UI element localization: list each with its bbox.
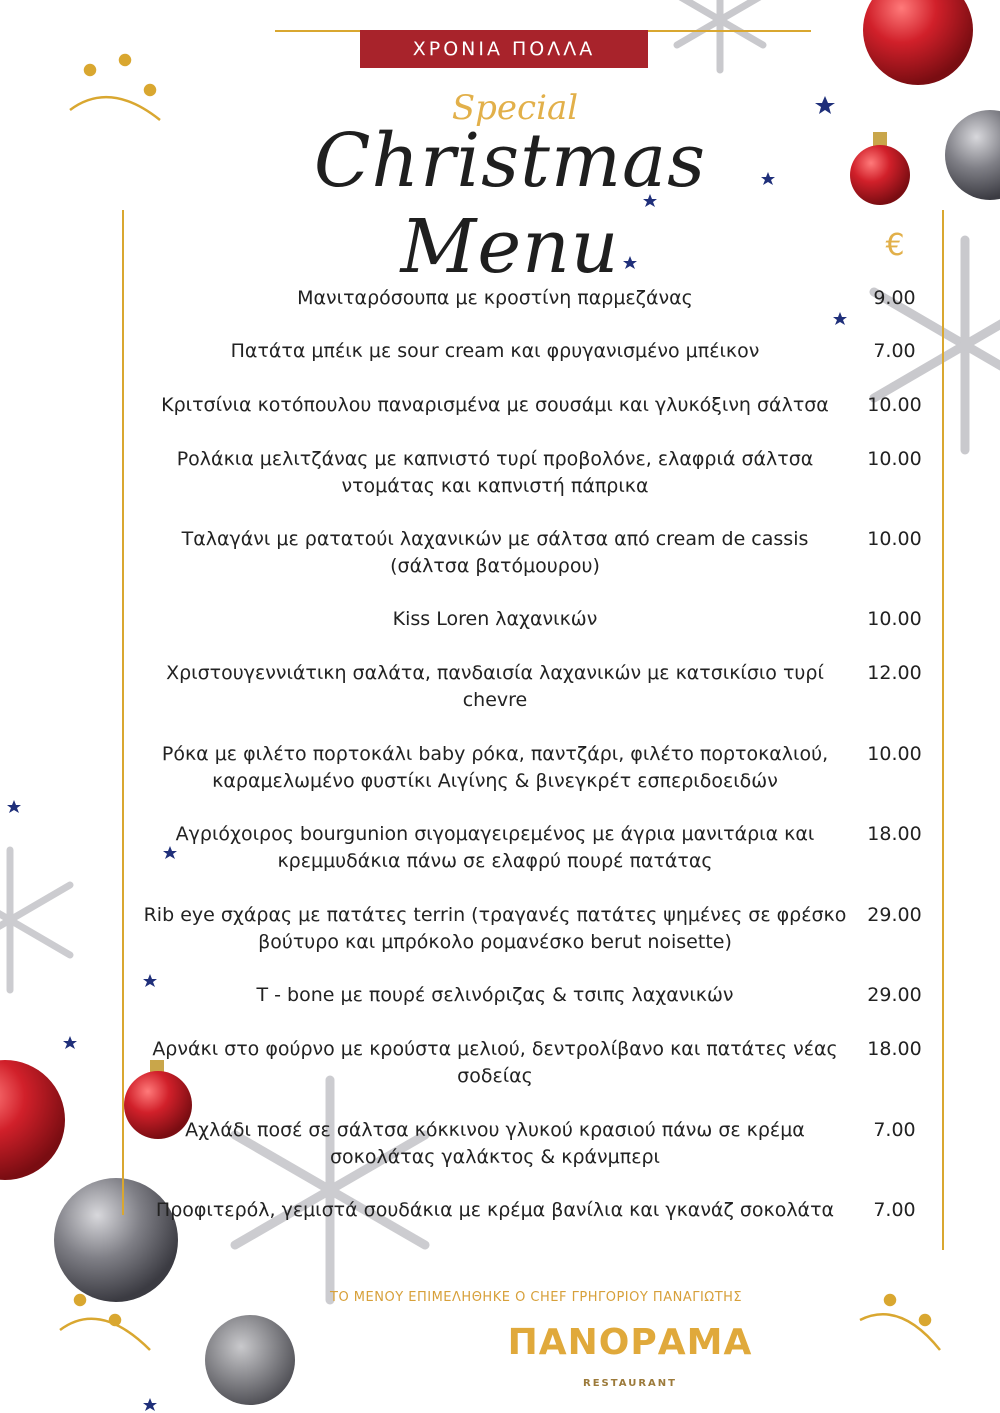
menu-item-description: Προφιτερόλ, γεμιστά σουδάκια με κρέμα βανίλια και γκανάζ σοκολάτα [155, 1199, 835, 1221]
menu-item [140, 526, 940, 586]
menu-item-description: Μανιταρόσουπα με κροστίνη παρμεζάνας [297, 287, 693, 309]
menu-item [140, 338, 940, 398]
restaurant-logo-name: ΠΑΝΟΡΑΜΑ [507, 1322, 753, 1363]
menu-item-price: 9.00 [873, 287, 916, 309]
menu-item-price: 18.00 [867, 1038, 922, 1060]
menu-item-description: Χριστουγεννιάτικη σαλάτα, πανδαισία λαχανικών με κατσικίσιο τυρί chevre [166, 662, 824, 711]
christmas-ornament-icon [945, 110, 1000, 200]
menu-item [140, 902, 940, 962]
menu-item [140, 392, 940, 452]
menu-item [140, 606, 940, 666]
menu-item-price: 10.00 [867, 608, 922, 630]
gold-branch-icon [60, 1295, 150, 1350]
menu-item-description: Κριτσίνια κοτόπουλου παναρισμένα με σουσάμι και γλυκόξινη σάλτσα [161, 394, 829, 416]
menu-item-description: Ρολάκια μελιτζάνας με καπνιστό τυρί προβολόνε, ελαφριά σάλτσα ντομάτας και καπνιστή πάπρικα [176, 448, 814, 497]
menu-item-price: 12.00 [867, 662, 922, 684]
menu-item-price: 29.00 [867, 984, 922, 1006]
menu-item-price: 18.00 [867, 823, 922, 845]
menu-item [140, 821, 940, 881]
menu-item-description: Αρνάκι στο φούρνο με κρούστα μελιού, δεντρολίβανο και πατάτες νέας σοδείας [152, 1038, 838, 1087]
frame-left-line [122, 210, 124, 1215]
menu-item-price: 7.00 [873, 1119, 916, 1141]
chef-credit: ΤΟ ΜΕΝΟΥ ΕΠΙΜΕΛΗΘΗΚΕ Ο CHEF ΓΡΗΓΟΡΙΟΥ ΠΑΝΑΓΙΩΤΗΣ [330, 1290, 743, 1305]
menu-item [140, 1197, 940, 1257]
menu-item-description: Ρόκα με φιλέτο πορτοκάλι baby ρόκα, παντζάρι, φιλέτο πορτοκαλιού, καραμελωμένο φυστίκι Αιγίνης & βινεγκρέτ εσπεριδοειδών [161, 743, 829, 792]
christmas-ornament-icon [850, 132, 910, 205]
menu-item-description: T - bone με πουρέ σελινόριζας & τσιπς λαχανικών [256, 984, 734, 1006]
snowflake-icon [677, 0, 763, 70]
menu-item [140, 741, 940, 801]
frame-right-line [942, 210, 944, 1250]
special-label: Special [451, 88, 579, 128]
menu-item [140, 982, 940, 1042]
menu-item-price: 7.00 [873, 1199, 916, 1221]
menu-item-description: Rib eye σχάρας με πατάτες terrin (τραγανές πατάτες ψημένες σε φρέσκο βούτυρο και μπρόκολο ρομανέσκο berut noisette) [143, 904, 847, 953]
currency-symbol: € [885, 228, 905, 263]
greeting-banner: ΧΡΟΝΙΑ ΠΟΛΛΑ [360, 30, 648, 68]
menu-item-description: Kiss Loren λαχανικών [392, 608, 598, 630]
menu-item-price: 10.00 [867, 528, 922, 550]
menu-item-description: Αγριόχοιρος bourgunion σιγομαγειρεμένος με άγρια μανιτάρια και κρεμμυδάκια πάνω σε ελαφρύ πουρέ πατάτας [175, 823, 815, 872]
menu-item [140, 1036, 940, 1096]
restaurant-logo-subtitle: RESTAURANT [583, 1378, 677, 1389]
menu-item-description: Πατάτα μπέικ με sour cream και φρυγανισμένο μπέικον [230, 340, 760, 362]
menu-item-price: 7.00 [873, 340, 916, 362]
menu-item [140, 1117, 940, 1177]
page-title: Christmas Menu [313, 118, 707, 290]
christmas-ornament-icon [863, 0, 973, 85]
menu-item-price: 10.00 [867, 743, 922, 765]
gold-branch-icon [70, 55, 160, 120]
menu-item-description: Αχλάδι ποσέ σε σάλτσα κόκκινου γλυκού κρασιού πάνω σε κρέμα σοκολάτας γαλάκτος & κράνμπερι [185, 1119, 805, 1168]
menu-item [140, 446, 940, 506]
christmas-ornament-icon [0, 1060, 65, 1180]
snowflake-icon [0, 850, 70, 990]
menu-item [140, 660, 940, 720]
menu-item-price: 29.00 [867, 904, 922, 926]
menu-item-description: Ταλαγάνι με ρατατούι λαχανικών με σάλτσα από cream de cassis (σάλτσα βατόμουρου) [181, 528, 809, 577]
menu-item [140, 285, 940, 345]
christmas-ornament-icon [205, 1315, 295, 1405]
menu-item-price: 10.00 [867, 448, 922, 470]
menu-item-price: 10.00 [867, 394, 922, 416]
snowflake-icon [235, 1080, 425, 1300]
